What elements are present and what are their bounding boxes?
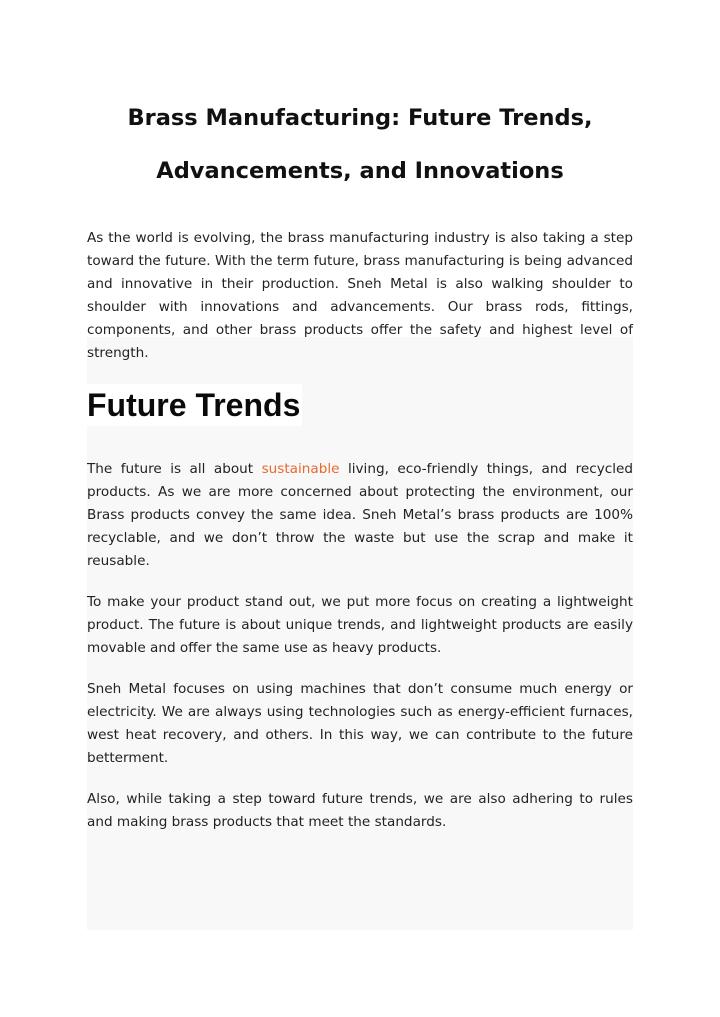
- paragraph-3: Sneh Metal focuses on using machines that don’t consume much energy or electricity. We are always using technologies such as energy-efficient furnaces, west heat recovery, and others. In this way, we can contribute to the future betterment.: [87, 681, 633, 766]
- intro-paragraph: As the world is evolving, the brass manufacturing industry is also taking a step toward the future. With the term future, brass manufacturing is being advanced and innovative in their production. Sneh Metal is also walking shoulder to shoulder with innovations and advancements. Our brass rods, fittings, components, and other brass products offer the safety and highest level of strength.: [87, 230, 633, 361]
- paragraph-energy: [87, 678, 633, 770]
- section-heading-wrap: [87, 384, 302, 426]
- page-title-line-2: Advancements, and Innovations: [156, 158, 564, 184]
- paragraph-2: To make your product stand out, we put more focus on creating a lightweight product. The future is about unique trends, and lightweight products are easily movable and offer the same use as heavy products.: [87, 594, 633, 656]
- paragraph-lightweight: [87, 591, 633, 660]
- sustainable-link[interactable]: sustainable: [261, 461, 340, 477]
- paragraph-sustainability: [87, 458, 633, 573]
- paragraph-standards: [87, 788, 633, 834]
- paragraph-4: Also, while taking a step toward future trends, we are also adhering to rules and making brass products that meet the standards.: [87, 791, 633, 830]
- paragraph-1-start: The future is all about: [87, 461, 262, 477]
- section-heading: Future Trends: [87, 387, 301, 423]
- paragraph-1: [87, 458, 633, 573]
- page-title-line-1: Brass Manufacturing: Future Trends,: [127, 105, 593, 131]
- paragraph-1-end: living, eco-friendly things, and recycled products. As we are more concerned about protecting the environment, our Brass products convey the same idea. Sneh Metal’s brass products are 100% recyclable, and we don’t throw the waste but use the scrap and make it reusable.: [87, 461, 633, 569]
- intro-section: [87, 227, 633, 365]
